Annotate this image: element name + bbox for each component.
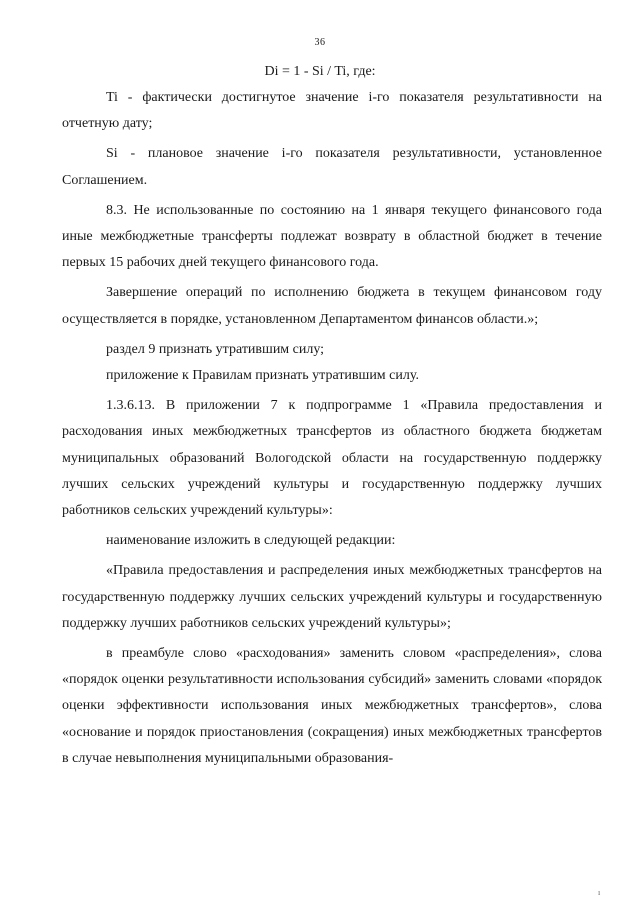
paragraph-completion: Завершение операций по исполнению бюджета в текущем финансовом году осуществляется в порядке, установленном Департаментом финансов области.»; (62, 285, 602, 327)
paragraph-naming: наименование изложить в следующей редакции: (106, 533, 396, 549)
formula: Di = 1 - Si / Ti, где: (264, 64, 376, 79)
page-number: 36 (314, 37, 326, 48)
paragraph-preamble: в преамбуле слово «расходования» заменить словом «распределения», слова «порядок оценки результативности использования субсидий» заменить словами «порядок оценки эффективности использования иных межбюджетных трансфертов», слова «основание и порядок приостановления (сокращения) иных межбюджетных трансфертов в случае невыполнения муниципальными образования- (62, 646, 602, 766)
corner-mark: ı (598, 888, 601, 897)
paragraph-8-3: 8.3. Не использованные по состоянию на 1 января текущего финансового года иные межбюджетные трансферты подлежат возврату в областной бюджет в течение первых 15 рабочих дней текущего финансового года. (62, 202, 602, 271)
paragraph-new-title: «Правила предоставления и распределения иных межбюджетных трансфертов на государственную поддержку лучших сельских учреждений культуры и государственную поддержку лучших работников сельских учреждений культуры»; (62, 563, 602, 631)
document-body (62, 85, 602, 776)
paragraph-appendix: приложение к Правилам признать утратившим силу. (106, 368, 419, 384)
paragraph-1-3-6-13: 1.3.6.13. В приложении 7 к подпрограмме 1 «Правила предоставления и расходования иных межбюджетных трансфертов из областного бюджета бюджетам муниципальных образований Вологодской области на государственную поддержку лучших сельских учреждений культуры и государственную поддержку лучших работников сельских учреждений культуры»: (62, 398, 602, 519)
paragraph-si-definition: Si - плановое значение i-го показателя результативности, установленное Соглашением. (62, 146, 602, 188)
paragraph-ti-definition: Ti - фактически достигнутое значение i-го показателя результативности на отчетную дату; (62, 90, 602, 132)
paragraph-section-9: раздел 9 признать утратившим силу; (106, 341, 325, 357)
